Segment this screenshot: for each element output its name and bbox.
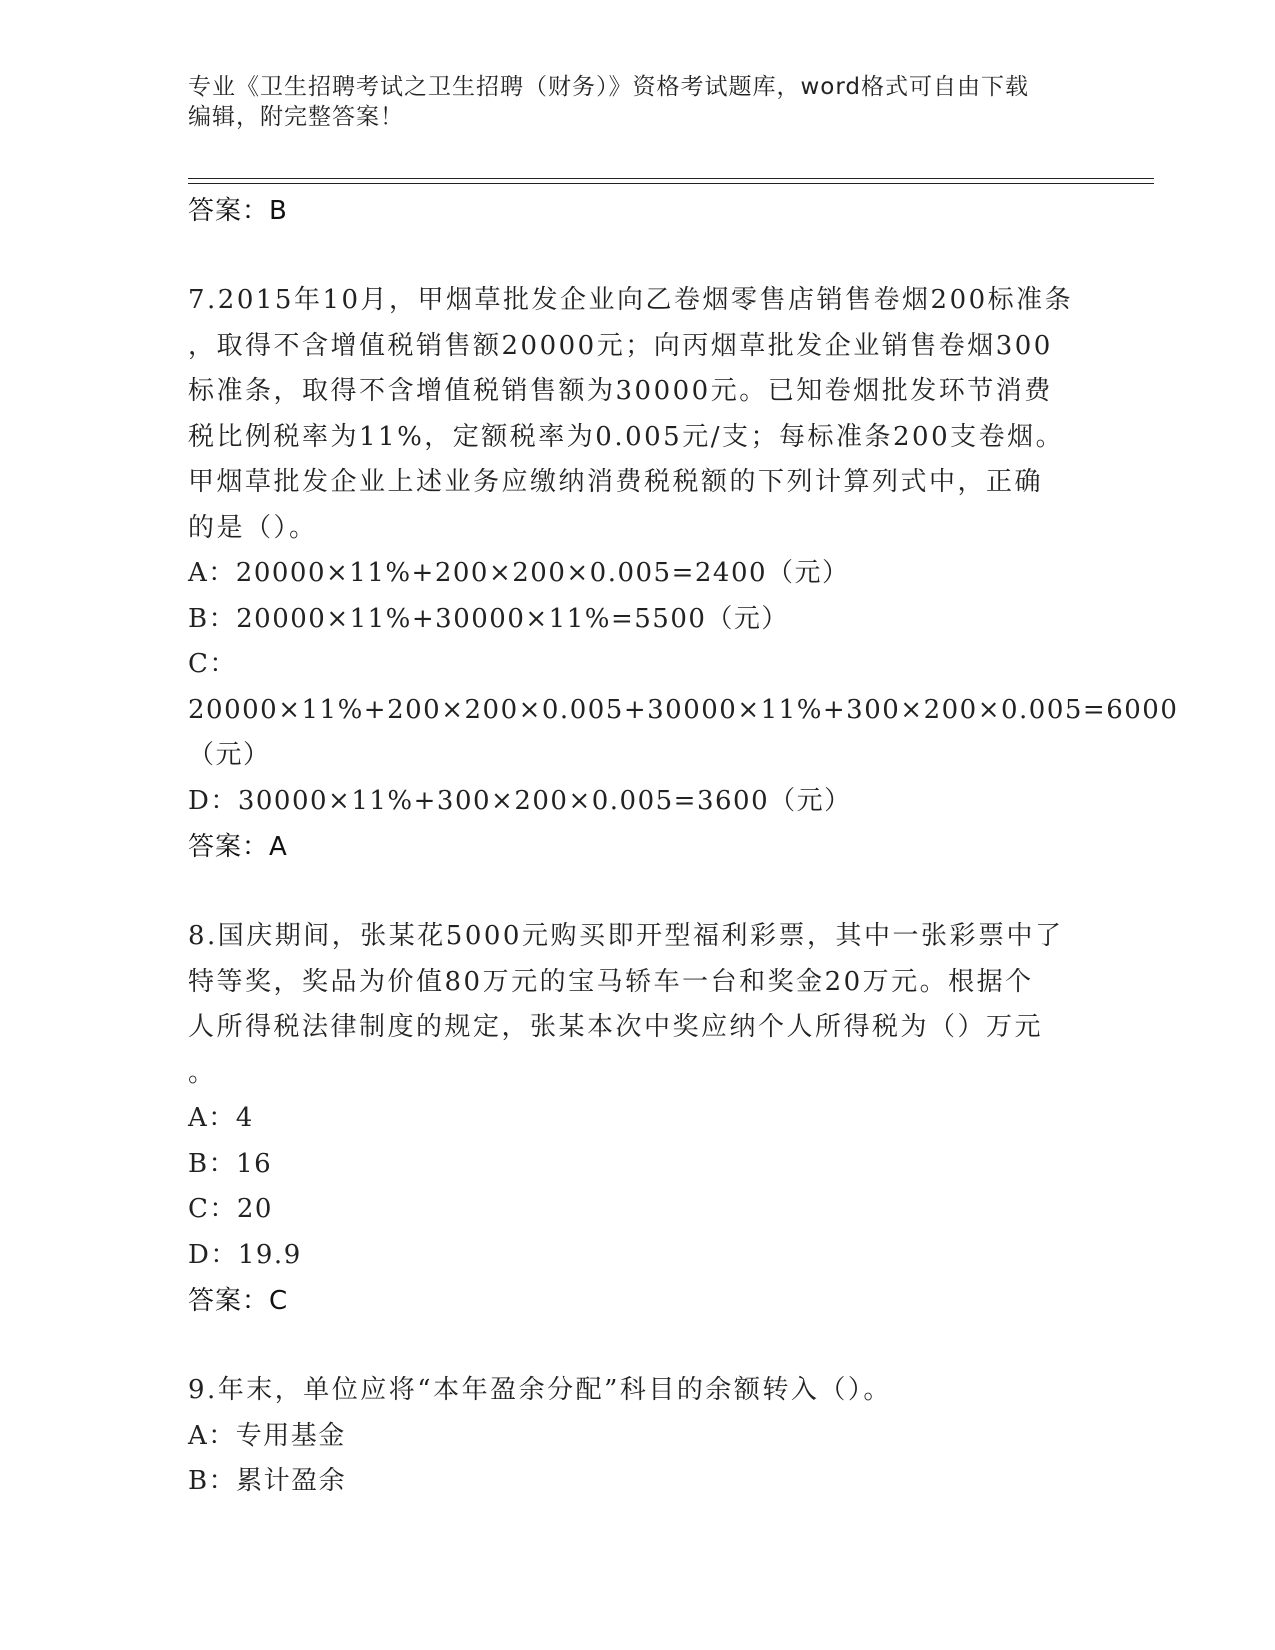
- previous-answer: 答案：B: [188, 196, 288, 226]
- stem-line: 甲烟草批发企业上述业务应缴纳消费税税额的下列计算列式中，正确: [188, 467, 1044, 497]
- option-d: D：30000×11%+300×200×0.005=3600（元）: [188, 785, 852, 816]
- option-b: B：累计盈余: [188, 1466, 347, 1496]
- header-line-1: 专业《卫生招聘考试之卫生招聘（财务）》资格考试题库，word格式可自由下载: [188, 74, 1030, 100]
- option-b: B：20000×11%+30000×11%=5500（元）: [188, 603, 789, 634]
- stem-line: 标准条，取得不含增值税销售额为30000元。已知卷烟批发环节消费: [188, 376, 1053, 406]
- question-7: [188, 278, 1179, 870]
- option-a: A：专用基金: [188, 1420, 346, 1451]
- stem-line: 人所得税法律制度的规定，张某本次中奖应纳个人所得税为（）万元: [188, 1012, 1044, 1042]
- option-b: B：16: [188, 1148, 273, 1179]
- stem-line: 8.国庆期间，张某花5000元购买即开型福利彩票，其中一张彩票中了: [188, 921, 1064, 951]
- question-7-answer: 答案：A: [188, 832, 288, 862]
- stem-line: 税比例税率为11%，定额税率为0.005元/支；每标准条200支卷烟。: [188, 421, 1065, 452]
- document-header: [188, 72, 1088, 132]
- question-list: [188, 188, 1179, 1505]
- question-9-stem: [188, 1368, 1088, 1414]
- stem-line: 。: [188, 1057, 217, 1088]
- question-7-stem: [188, 278, 1088, 551]
- option-a: A：20000×11%+200×200×0.005=2400（元）: [188, 558, 850, 588]
- stem-line: 的是（）。: [188, 512, 318, 543]
- stem-line: 7.2015年10月，甲烟草批发企业向乙卷烟零售店销售卷烟200标准条: [188, 285, 1074, 315]
- option-d: D：19.9: [188, 1239, 302, 1270]
- option-c: C：20: [188, 1194, 273, 1224]
- question-8: [188, 914, 1088, 1324]
- option-a: A：4: [188, 1103, 254, 1133]
- question-9: [188, 1368, 1088, 1505]
- question-8-stem: [188, 914, 1088, 1096]
- header-line-2: 编辑，附完整答案！: [188, 104, 404, 130]
- question-8-answer: 答案：C: [188, 1286, 289, 1316]
- stem-line: 9.年末，单位应将“本年盈余分配”科目的余额转入（）。: [188, 1375, 892, 1405]
- option-c: C：20000×11%+200×200×0.005+30000×11%+300×200×0.005=6000: [188, 649, 1179, 725]
- stem-line: 特等奖，奖品为价值80万元的宝马轿车一台和奖金20万元。根据个: [188, 966, 1034, 997]
- stem-line: ，取得不含增值税销售额20000元；向丙烟草批发企业销售卷烟300: [188, 330, 1053, 361]
- option-c-continued: （元）: [188, 740, 271, 770]
- header-divider-bottom: [188, 183, 1154, 184]
- header-divider-top: [188, 178, 1154, 179]
